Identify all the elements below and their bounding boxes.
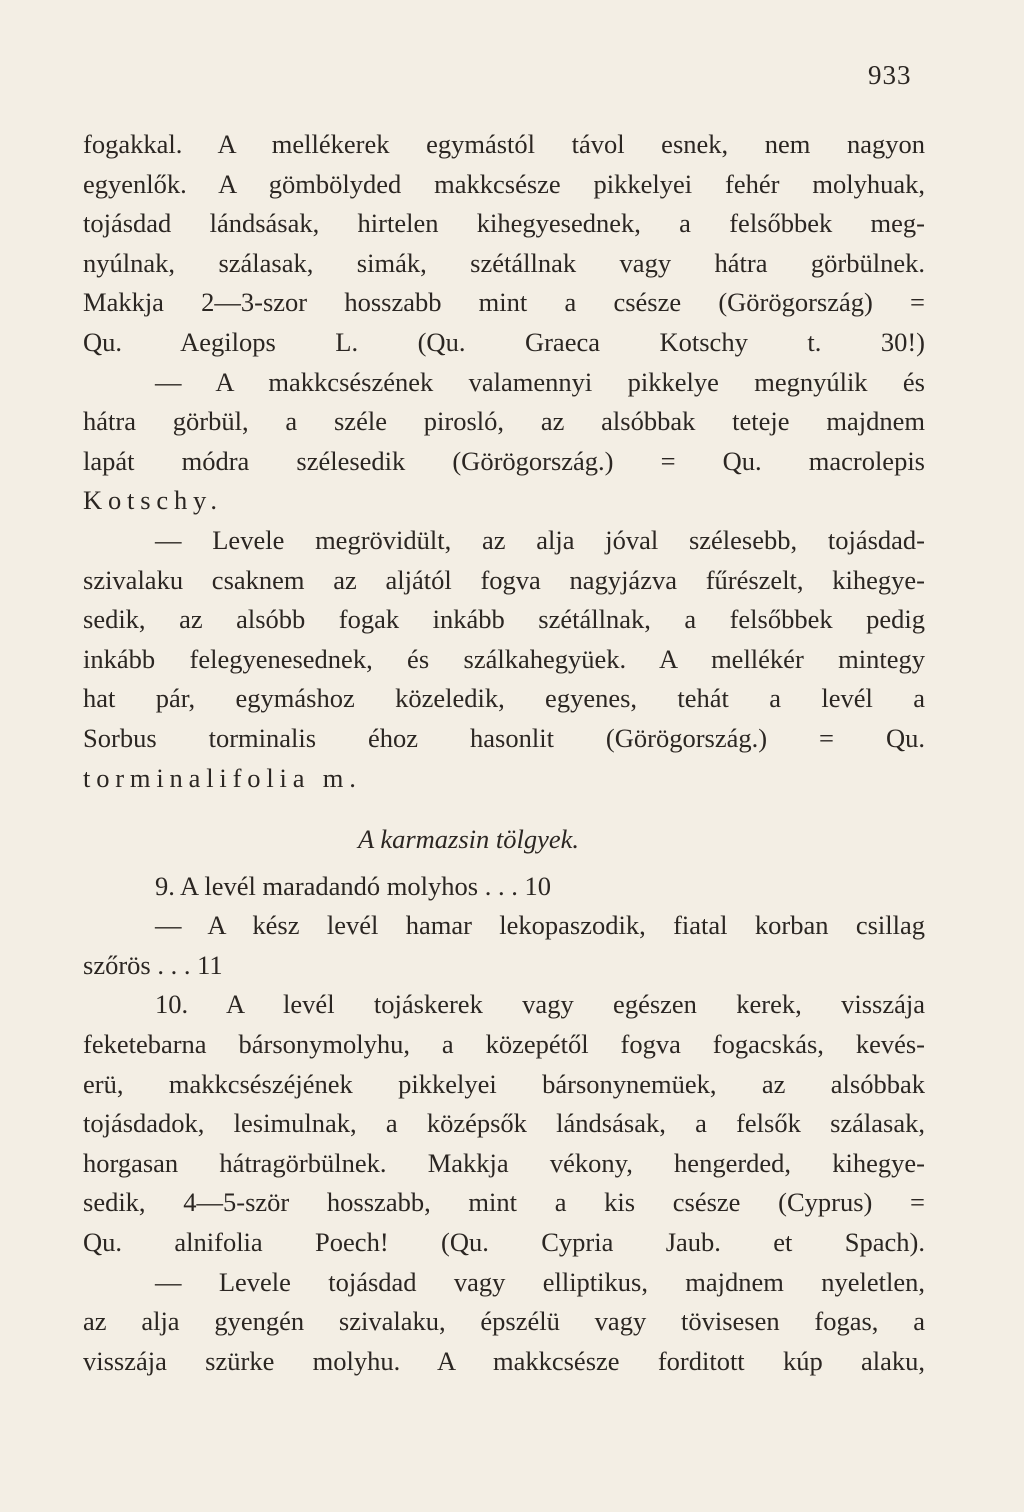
key-line: — A kész levél hamar lekopaszodik, fiatal korban csillag: [155, 910, 925, 941]
text-line: hat pár, egymáshoz közeledik, egyenes, tehát a levél a: [83, 683, 925, 714]
text-line: Sorbus torminalis éhoz hasonlit (Görögország.) = Qu.: [83, 722, 925, 753]
key-line: 10. A levél tojáskerek vagy egészen kerek, visszája: [155, 989, 925, 1020]
section-gap: [83, 798, 925, 820]
key-line: — Levele tojásdad vagy elliptikus, majdnem nyeletlen,: [155, 1266, 925, 1297]
text-line: Makkja 2—3-szor hosszabb mint a csésze (Görögország) =: [83, 287, 925, 318]
page-number: 933: [868, 60, 912, 90]
text-line: feketebarna bársonymolyhu, a közepétől fogva fogacskás, kevés-: [83, 1029, 925, 1060]
key-line: szőrös . . . 11: [83, 949, 223, 980]
text-line: Kotschy.: [83, 485, 223, 516]
text-line: sedik, 4—5-ször hosszabb, mint a kis csésze (Cyprus) =: [83, 1187, 925, 1218]
page-text: [83, 125, 925, 1381]
key-line: 9. A levél maradandó molyhos . . . 10: [155, 870, 551, 901]
text-line: — A makkcsészének valamennyi pikkelye megnyúlik és: [155, 366, 925, 397]
text-line: fogakkal. A mellékerek egymástól távol esnek, nem nagyon: [83, 129, 925, 159]
text-line: lapát módra szélesedik (Görögország.) = Qu. macrolepis: [83, 445, 925, 476]
text-line: szivalaku csaknem az aljától fogva nagyjázva fűrészelt, kihegye-: [83, 564, 925, 595]
text-line: egyenlők. A gömbölyded makkcsésze pikkelyei fehér molyhuak,: [83, 168, 925, 199]
text-line: tojásdadok, lesimulnak, a középsők lándsásak, a felsők szálasak,: [83, 1108, 925, 1139]
text-line: hátra görbül, a széle pirosló, az alsóbbak teteje majdnem: [83, 406, 925, 437]
section-gap: [83, 860, 925, 867]
text-line: inkább felegyenesednek, és szálkahegyüek. A mellékér mintegy: [83, 643, 925, 674]
text-line: tojásdad lándsásak, hirtelen kihegyesednek, a felsőbbek meg-: [83, 208, 925, 239]
text-line: visszája szürke molyhu. A makkcsésze forditott kúp alaku,: [83, 1345, 925, 1376]
text-line: Qu. Aegilops L. (Qu. Graeca Kotschy t. 30!): [83, 326, 925, 357]
section-heading: A karmazsin tölgyek.: [358, 824, 580, 855]
text-line: sedik, az alsóbb fogak inkább szétállnak, a felsőbbek pedig: [83, 604, 925, 635]
text-line: erü, makkcsészéjének pikkelyei bársonynemüek, az alsóbbak: [83, 1068, 925, 1099]
text-line: horgasan hátragörbülnek. Makkja vékony, hengerded, kihegye-: [83, 1147, 925, 1178]
text-line: Qu. alnifolia Poech! (Qu. Cypria Jaub. et Spach).: [83, 1227, 925, 1258]
text-line: — Levele megrövidült, az alja jóval szélesebb, tojásdad-: [155, 524, 925, 555]
text-line: nyúlnak, szálasak, simák, szétállnak vagy hátra görbülnek.: [83, 247, 925, 278]
text-line: az alja gyengén szivalaku, épszélü vagy tövisesen fogas, a: [83, 1306, 925, 1337]
text-line: torminalifolia m.: [83, 762, 362, 793]
